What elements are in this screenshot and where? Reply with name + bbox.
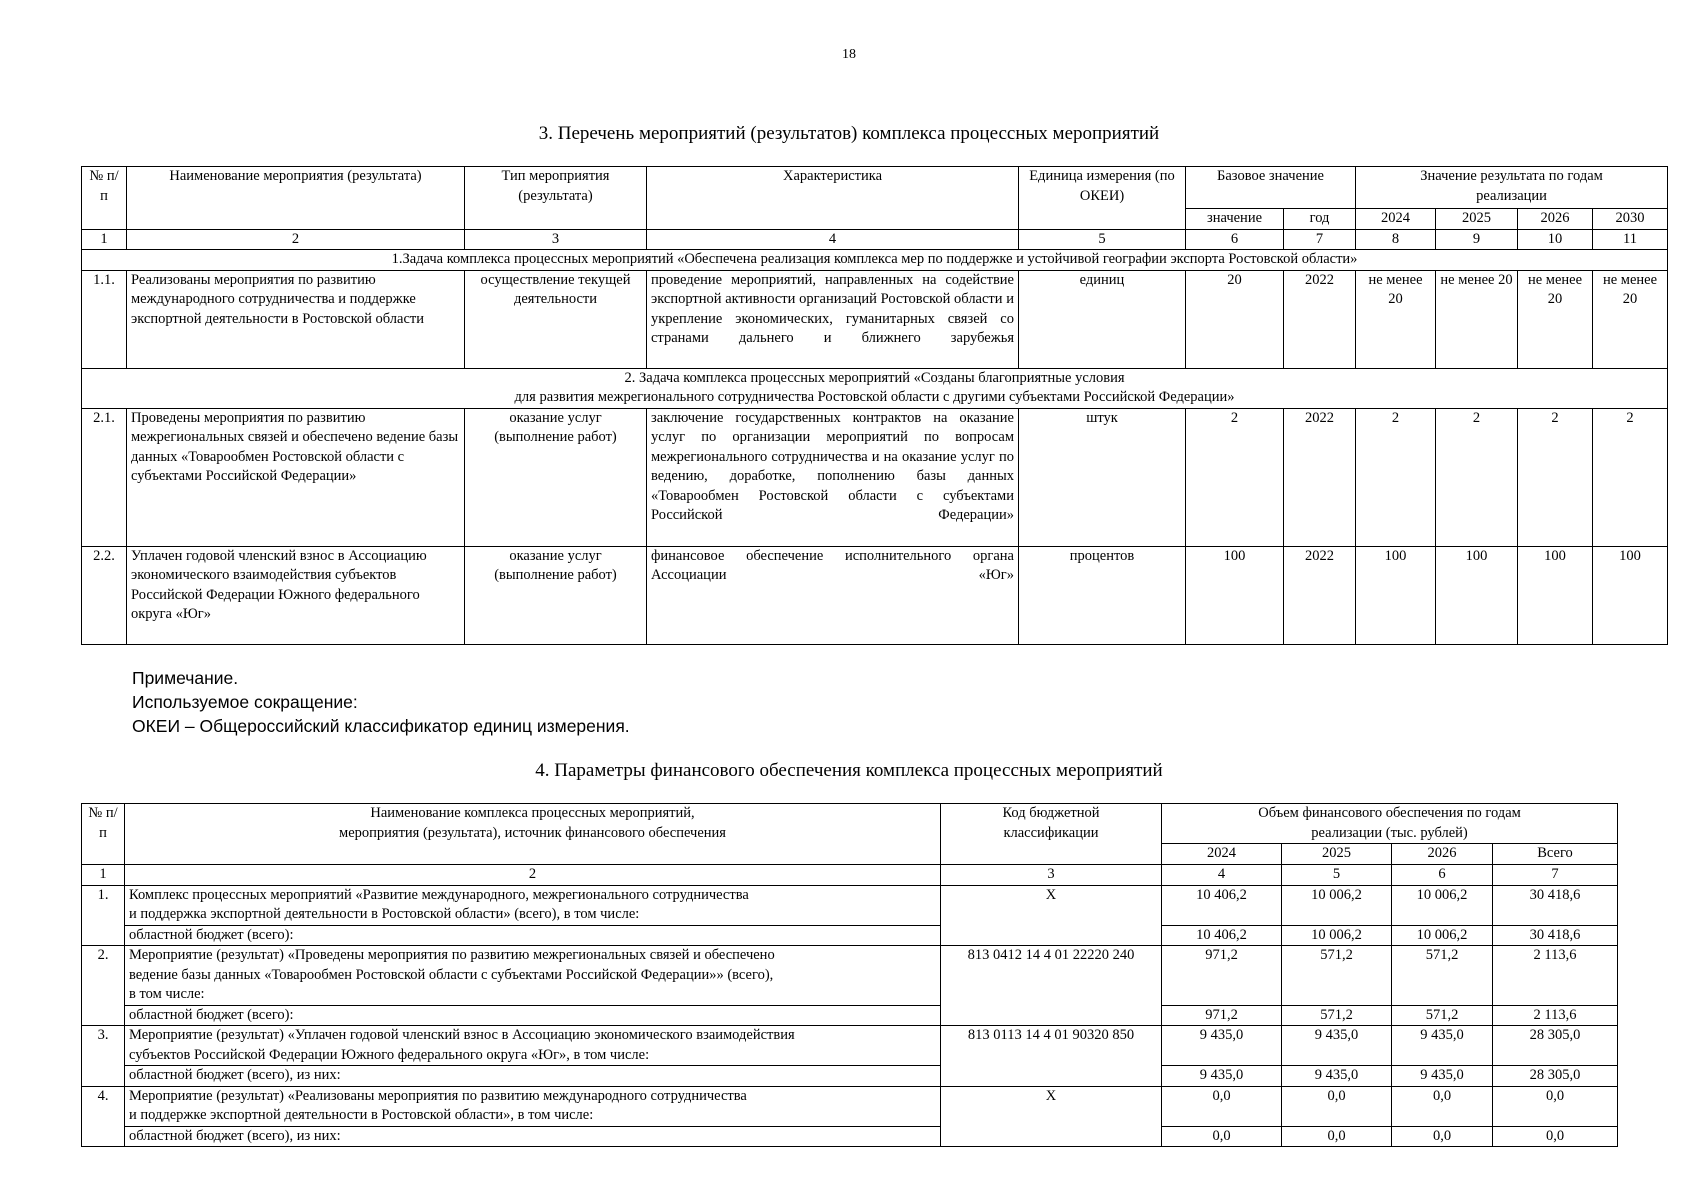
row-unit: процентов (1019, 546, 1186, 644)
col-number: 11 (1593, 229, 1668, 250)
row-name: Реализованы мероприятия по развитию международного сотрудничества и поддержке экспортной деятельности в Ростовской области (127, 270, 465, 368)
page-number: 18 (842, 47, 856, 62)
header-base: Базовое значение (1186, 167, 1356, 209)
col-number: 4 (1162, 865, 1282, 886)
row-source-total: 2 113,6 (1493, 1005, 1618, 1026)
row-name: Уплачен годовой членский взнос в Ассоциацию экономического взаимодействия субъектов Российской Федерации Южного федерального округа «Юг» (127, 546, 465, 644)
row-value-2024: 10 406,2 (1162, 885, 1282, 925)
row-num: 3. (82, 1026, 125, 1087)
header-code: Код бюджетной классификации (941, 804, 1162, 865)
row-value-2024: 100 (1356, 546, 1436, 644)
row-characteristic: заключение государственных контрактов на оказание услуг по организации мероприятий по вопросам межрегионального сотрудничества и на оказание услуг по ведению, доработке, пополнению базы данных «Товарообмен Ростовской области с субъектами Российской Федерации» (647, 408, 1019, 546)
table-row (82, 270, 1668, 368)
row-value-2030: 2 (1593, 408, 1668, 546)
row-num: 1. (82, 885, 125, 946)
row-value-2026: 100 (1518, 546, 1593, 644)
row-name (125, 946, 941, 1006)
row-name-line: субъектов Российской Федерации Южного федерального округа «Юг», в том числе: (129, 1046, 650, 1063)
col-number: 5 (1019, 229, 1186, 250)
col-number: 9 (1436, 229, 1518, 250)
header-base-year: год (1284, 209, 1356, 230)
row-name-line: и поддержке экспортной деятельности в Ростовской области», в том числе: (129, 1107, 594, 1123)
row-characteristic: финансовое обеспечение исполнительного органа Ассоциации «Юг» (647, 546, 1019, 644)
row-base-year: 2022 (1284, 270, 1356, 368)
header-volume: Объем финансового обеспечения по годам реализации (тыс. рублей) (1162, 804, 1618, 844)
row-value-2026: 0,0 (1392, 1086, 1493, 1126)
header-name-line: мероприятия (результата), источник финансового обеспечения (339, 824, 726, 841)
header-total: Всего (1493, 844, 1618, 865)
row-source-2024: 971,2 (1162, 1005, 1282, 1026)
row-source-2024: 9 435,0 (1162, 1066, 1282, 1087)
row-value-2025: 10 006,2 (1282, 885, 1392, 925)
table-row (82, 946, 1618, 1006)
header-year: 2026 (1518, 209, 1593, 230)
header-year: 2026 (1392, 844, 1493, 865)
row-unit: штук (1019, 408, 1186, 546)
header-num: № п/п (82, 804, 125, 865)
row-base-value: 20 (1186, 270, 1284, 368)
header-year: 2025 (1282, 844, 1392, 865)
row-source-total: 0,0 (1493, 1126, 1618, 1147)
col-number: 4 (647, 229, 1019, 250)
header-type: Тип мероприятия (результата) (465, 167, 647, 230)
header-year: 2030 (1593, 209, 1668, 230)
row-source-2024: 0,0 (1162, 1126, 1282, 1147)
col-number: 1 (82, 229, 127, 250)
header-name (125, 804, 941, 865)
note-subheading: Используемое сокращение: (132, 692, 358, 712)
col-number: 7 (1284, 229, 1356, 250)
table-subrow (82, 1005, 1618, 1026)
row-num: 2. (82, 946, 125, 1026)
row-base-year: 2022 (1284, 546, 1356, 644)
header-year: 2024 (1356, 209, 1436, 230)
row-base-year: 2022 (1284, 408, 1356, 546)
row-type: оказание услуг (выполнение работ) (465, 546, 647, 644)
row-code: X (941, 1086, 1162, 1147)
table-row (82, 1026, 1618, 1066)
row-value-total: 30 418,6 (1493, 885, 1618, 925)
row-value-2024: не менее 20 (1356, 270, 1436, 368)
note-heading: Примечание. (132, 668, 239, 688)
col-number: 5 (1282, 865, 1392, 886)
row-base-value: 2 (1186, 408, 1284, 546)
row-name-line: Мероприятие (результат) «Проведены мероприятия по развитию межрегиональных связей и обеспечено (129, 947, 775, 963)
row-value-2025: 9 435,0 (1282, 1026, 1392, 1066)
table-row (82, 1086, 1618, 1126)
row-code: 813 0113 14 4 01 90320 850 (941, 1026, 1162, 1087)
task-2-line: 2. Задача комплекса процессных мероприятий «Созданы благоприятные условия (624, 369, 1125, 386)
table-subrow (82, 925, 1618, 946)
row-value-2024: 9 435,0 (1162, 1026, 1282, 1066)
row-value-2025: не менее 20 (1436, 270, 1518, 368)
row-value-2024: 971,2 (1162, 946, 1282, 1006)
table-row (82, 408, 1668, 546)
row-name-line: Мероприятие (результат) «Реализованы мероприятия по развитию международного сотрудничества (129, 1087, 747, 1104)
row-name-line: ведение базы данных «Товарообмен Ростовской области с субъектами Российской Федерации»» (всего), (129, 966, 774, 983)
col-number: 1 (82, 865, 125, 886)
row-base-value: 100 (1186, 546, 1284, 644)
note-abbreviation: ОКЕИ – Общероссийский классификатор единиц измерения. (132, 716, 630, 736)
row-num: 1.1. (82, 270, 127, 368)
row-source-2026: 9 435,0 (1392, 1066, 1493, 1087)
row-value-2025: 2 (1436, 408, 1518, 546)
row-source-2025: 10 006,2 (1282, 925, 1392, 946)
row-source-2025: 0,0 (1282, 1126, 1392, 1147)
row-code: X (941, 885, 1162, 946)
col-number: 3 (941, 865, 1162, 886)
row-num: 2.2. (82, 546, 127, 644)
row-value-2030: 100 (1593, 546, 1668, 644)
row-source: областной бюджет (всего), из них: (125, 1126, 941, 1147)
row-value-2025: 571,2 (1282, 946, 1392, 1006)
header-num: № п/п (82, 167, 127, 230)
header-year: 2025 (1436, 209, 1518, 230)
task-2-heading (82, 368, 1668, 408)
activities-table (81, 166, 1668, 645)
col-number: 7 (1493, 865, 1618, 886)
row-type: оказание услуг (выполнение работ) (465, 408, 647, 546)
row-type: осуществление текущей деятельности (465, 270, 647, 368)
table-row (82, 885, 1618, 925)
row-value-2025: 0,0 (1282, 1086, 1392, 1126)
row-unit: единиц (1019, 270, 1186, 368)
row-source-2026: 571,2 (1392, 1005, 1493, 1026)
row-value-2026: 571,2 (1392, 946, 1493, 1006)
row-value-2024: 0,0 (1162, 1086, 1282, 1126)
row-name-line: Комплекс процессных мероприятий «Развитие международного, межрегионального сотрудничества (129, 886, 749, 903)
row-name (125, 1086, 941, 1126)
row-value-total: 28 305,0 (1493, 1026, 1618, 1066)
section4-title: 4. Параметры финансового обеспечения комплекса процессных мероприятий (535, 760, 1163, 781)
header-characteristic: Характеристика (647, 167, 1019, 230)
note-block (132, 666, 630, 738)
col-number: 6 (1392, 865, 1493, 886)
row-value-2025: 100 (1436, 546, 1518, 644)
header-name-line: Наименование комплекса процессных мероприятий, (370, 805, 695, 821)
col-number: 8 (1356, 229, 1436, 250)
row-source: областной бюджет (всего): (125, 925, 941, 946)
row-source-2026: 10 006,2 (1392, 925, 1493, 946)
row-value-2026: 10 006,2 (1392, 885, 1493, 925)
row-characteristic: проведение мероприятий, направленных на содействие экспортной активности организаций Ростовской области и укрепление экономических, гуманитарных связей со странами дальнего и ближнего зарубежья (647, 270, 1019, 368)
col-number: 2 (125, 865, 941, 886)
row-source-total: 28 305,0 (1493, 1066, 1618, 1087)
task-2-line: для развития межрегионального сотрудничества Ростовской области с другими субъектами Российской Федерации» (514, 389, 1235, 405)
row-name-line: Мероприятие (результат) «Уплачен годовой членский взнос в Ассоциацию экономического взаимодействия (129, 1027, 795, 1043)
table-row (82, 546, 1668, 644)
col-number: 10 (1518, 229, 1593, 250)
row-source-2025: 9 435,0 (1282, 1066, 1392, 1087)
header-year: 2024 (1162, 844, 1282, 865)
row-source-2026: 0,0 (1392, 1126, 1493, 1147)
row-num: 2.1. (82, 408, 127, 546)
row-name (125, 1026, 941, 1066)
row-source-total: 30 418,6 (1493, 925, 1618, 946)
row-code: 813 0412 14 4 01 22220 240 (941, 946, 1162, 1026)
table-subrow (82, 1066, 1618, 1087)
col-number: 6 (1186, 229, 1284, 250)
row-value-2030: не менее 20 (1593, 270, 1668, 368)
header-name: Наименование мероприятия (результата) (127, 167, 465, 230)
header-result: Значение результата по годам реализации (1356, 167, 1668, 209)
row-num: 4. (82, 1086, 125, 1147)
row-source: областной бюджет (всего), из них: (125, 1066, 941, 1087)
row-value-2024: 2 (1356, 408, 1436, 546)
row-name (125, 885, 941, 925)
row-value-2026: 9 435,0 (1392, 1026, 1493, 1066)
table-subrow (82, 1126, 1618, 1147)
col-number: 2 (127, 229, 465, 250)
col-number: 3 (465, 229, 647, 250)
header-base-value: значение (1186, 209, 1284, 230)
row-name-line: и поддержка экспортной деятельности в Ростовской области» (всего), в том числе: (129, 906, 640, 922)
row-value-total: 0,0 (1493, 1086, 1618, 1126)
task-1-heading: 1.Задача комплекса процессных мероприятий «Обеспечена реализация комплекса мер по поддержке и устойчивой географии экспорта Ростовской области» (82, 250, 1668, 271)
row-value-2026: 2 (1518, 408, 1593, 546)
row-value-2026: не менее 20 (1518, 270, 1593, 368)
finance-table (81, 803, 1618, 1147)
row-name: Проведены мероприятия по развитию межрегиональных связей и обеспечено ведение базы данных «Товарообмен Ростовской области с субъектами Российской Федерации» (127, 408, 465, 546)
row-name-line: в том числе: (129, 986, 205, 1002)
row-source-2025: 571,2 (1282, 1005, 1392, 1026)
row-value-total: 2 113,6 (1493, 946, 1618, 1006)
header-unit: Единица измерения (по ОКЕИ) (1019, 167, 1186, 230)
row-source-2024: 10 406,2 (1162, 925, 1282, 946)
row-source: областной бюджет (всего): (125, 1005, 941, 1026)
section3-title: 3. Перечень мероприятий (результатов) комплекса процессных мероприятий (538, 123, 1160, 144)
